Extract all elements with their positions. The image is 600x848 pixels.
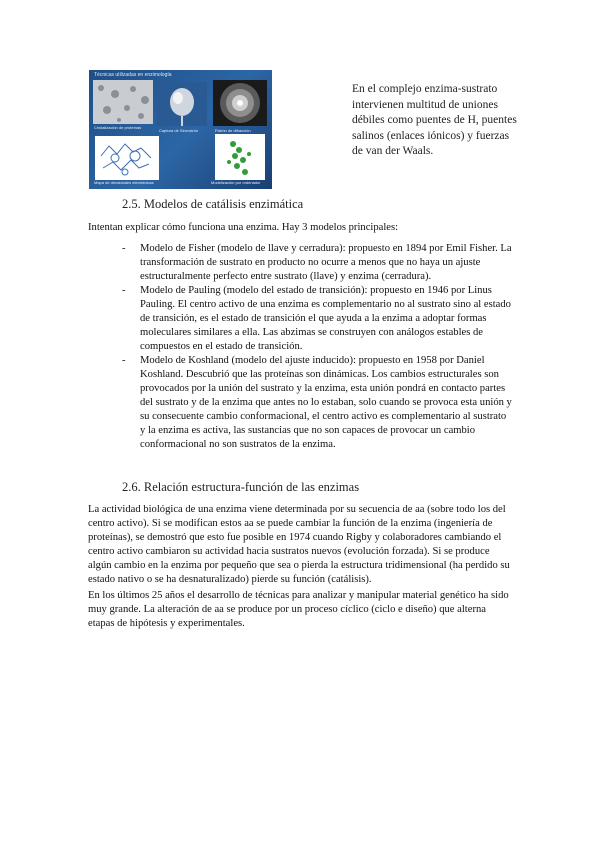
list-item (122, 354, 512, 452)
diffraction-pattern-image (213, 80, 267, 126)
catalysis-models-list (122, 242, 512, 452)
caption-diffraction: Patrón de difracción (215, 128, 251, 133)
list-dash: - (122, 243, 126, 254)
synchrotron-image (157, 82, 207, 126)
caption-density-map: Mapa de densidades electrónicas (94, 180, 154, 185)
list-item (122, 284, 512, 354)
figure-title: Técnicas utilizadas en enzimología (94, 72, 172, 78)
enzyme-substrate-complex-note: En el complejo enzima-sustrato intervienen multitud de uniones débiles como puentes de H, puentes salinos (enlaces iónicos) y fuerzas de van der Waals. (352, 83, 517, 157)
model-fisher-text: Modelo de Fisher (modelo de llave y cerradura): propuesto en 1894 por Emil Fisher. La transformación de sustrato en producto no ocurre a menos que no haya un ajuste estructuralmente perfecto entre sustrato (llave) y enzima (cerradura). (140, 243, 512, 282)
caption-computer-modeling: Modelización por ordenador (211, 180, 261, 185)
electron-density-map-image (95, 136, 159, 180)
caption-crystallization: Cristalización de proteínas (94, 125, 142, 130)
heading-section-2-6: 2.6. Relación estructura-función de las enzimas (122, 480, 360, 494)
model-koshland-text: Modelo de Koshland (modelo del ajuste inducido): propuesto en 1958 por Daniel Koshland. Descubrió que las proteínas son dinámicas. Los cambios estructurales son provocados por la unión del sustrato y la enzima, esta unión pondrá en contacto partes del sustrato y de la enzima que antes no lo estaban, solo cuando se provoca esta unión y su consecuente cambio conformacional, el centro activo es complementario al sustrato y la enzima es activa, las sustancias que no son capaces de provocar un cambio conformacional no son sustratos de la enzima. (140, 355, 512, 450)
model-pauling-text: Modelo de Pauling (modelo del estado de transición): propuesto en 1946 por Linus Pauling. El centro activo de una enzima es complementario no al sustrato sino al estado de transición, es el estado de transición el que ayuda a la enzima a adoptar formas moleculares similares a ella. Las abzimas se construyen con análogos estables de compuestos en el estado de transición. (140, 285, 511, 352)
computer-model-image (215, 134, 265, 180)
caption-synchrotron: Captura de Sincrotrón (159, 128, 199, 133)
section-2-5-intro: Intentan explicar cómo funciona una enzima. Hay 3 modelos principales: (88, 222, 399, 233)
section-2-6-body: La actividad biológica de una enzima viene determinada por su secuencia de aa (sobre todo los del centro activo). Si se modifican estos aa se puede cambiar la función de la enzima (ingeniería de proteínas), se demostró que esto fue posible en 1974 cuando Rigby y colaboradores cambiando el centro activo cambiaron su actividad hacia sustratos nuevos (evolución forzada). Si se produce algún cambio en la enzima por pequeño que sea o pierda la estructura tridimensional (ha perdido su estado nativo o se ha desnaturalizado) pierde su función (catálisis). (88, 504, 510, 585)
section-2-6-body-2: En los últimos 25 años el desarrollo de técnicas para analizar y manipular material genético ha sido muy grande. La alteración de aa se produce por un proceso cíclico (ciclo e diseño) que alterna etapas de hipótesis y experimentales. (88, 590, 509, 629)
heading-section-2-5: 2.5. Modelos de catálisis enzimática (122, 197, 304, 211)
protein-crystals-image (93, 80, 153, 124)
enzymology-techniques-figure (89, 70, 272, 189)
list-item (122, 242, 512, 284)
list-dash: - (122, 355, 126, 366)
list-dash: - (122, 285, 126, 296)
